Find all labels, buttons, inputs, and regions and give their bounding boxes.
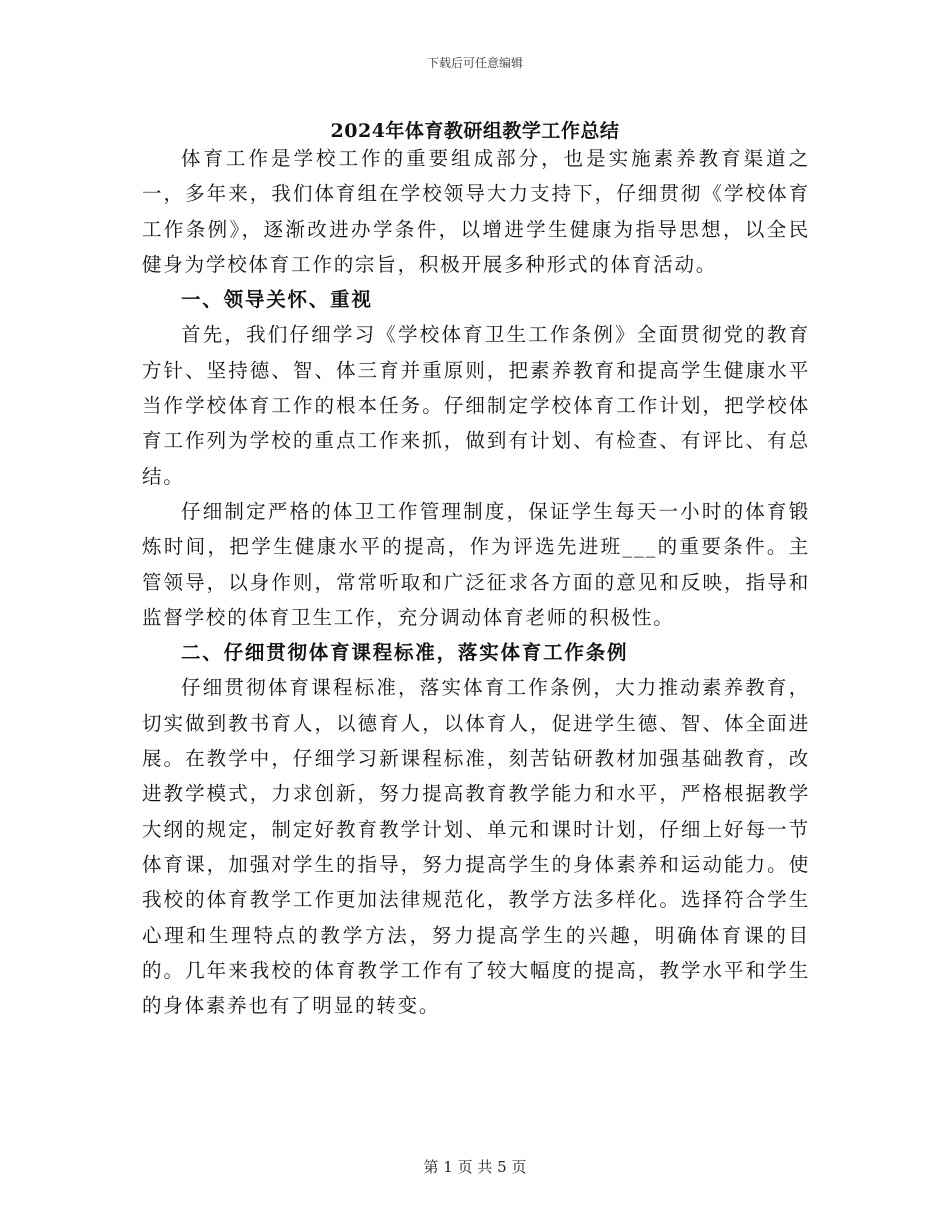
header-note: 下载后可任意编辑 (426, 56, 523, 70)
document-title: 2024年体育教研组教学工作总结 (330, 120, 620, 142)
section-heading-curriculum: 二、仔细贯彻体育课程标准，落实体育工作条例 (181, 641, 629, 665)
document-body (142, 141, 810, 1023)
section-1-paragraph-1: 首先，我们仔细学习《学校体育卫生工作条例》全面贯彻党的教育方针、坚持德、智、体三育并重原则，把素养教育和提高学生健康水平当作学校体育工作的根本任务。仔细制定学校体育工作计划，把学校体育工作列为学校的重点工作来抓，做到有计划、有检查、有评比、有总结。 (142, 323, 810, 488)
intro-paragraph: 体育工作是学校工作的重要组成部分，也是实施素养教育渠道之一，多年来，我们体育组在学校领导大力支持下，仔细贯彻《学校体育工作条例》，逐渐改进办学条件，以增进学生健康为指导思想，以全民健身为学校体育工作的宗旨，积极开展多种形式的体育活动。 (142, 147, 810, 276)
page-number-footer: 第 1 页 共 5 页 (423, 1158, 527, 1176)
section-2-paragraph-1: 仔细贯彻体育课程标准，落实体育工作条例，大力推动素养教育，切实做到教书育人，以德育人，以体育人，促进学生德、智、体全面进展。在教学中，仔细学习新课程标准，刻苦钻研教材加强基础教育，改进教学模式，力求创新，努力提高教育教学能力和水平，严格根据教学大纲的规定，制定好教育教学计划、单元和课时计划，仔细上好每一节体育课，加强对学生的指导，努力提高学生的身体素养和运动能力。使我校的体育教学工作更加法律规范化，教学方法多样化。选择符合学生心理和生理特点的教学方法，努力提高学生的兴趣，明确体育课的目的。几年来我校的体育教学工作有了较大幅度的提高，教学水平和学生的身体素养也有了明显的转变。 (142, 676, 810, 1018)
section-heading-leadership: 一、领导关怀、重视 (181, 288, 373, 312)
section-1-paragraph-2: 仔细制定严格的体卫工作管理制度，保证学生每天一小时的体育锻炼时间，把学生健康水平的提高，作为评选先进班___的重要条件。主管领导，以身作则，常常听取和广泛征求各方面的意见和反映，指导和监督学校的体育卫生工作，充分调动体育老师的积极性。 (142, 499, 810, 629)
